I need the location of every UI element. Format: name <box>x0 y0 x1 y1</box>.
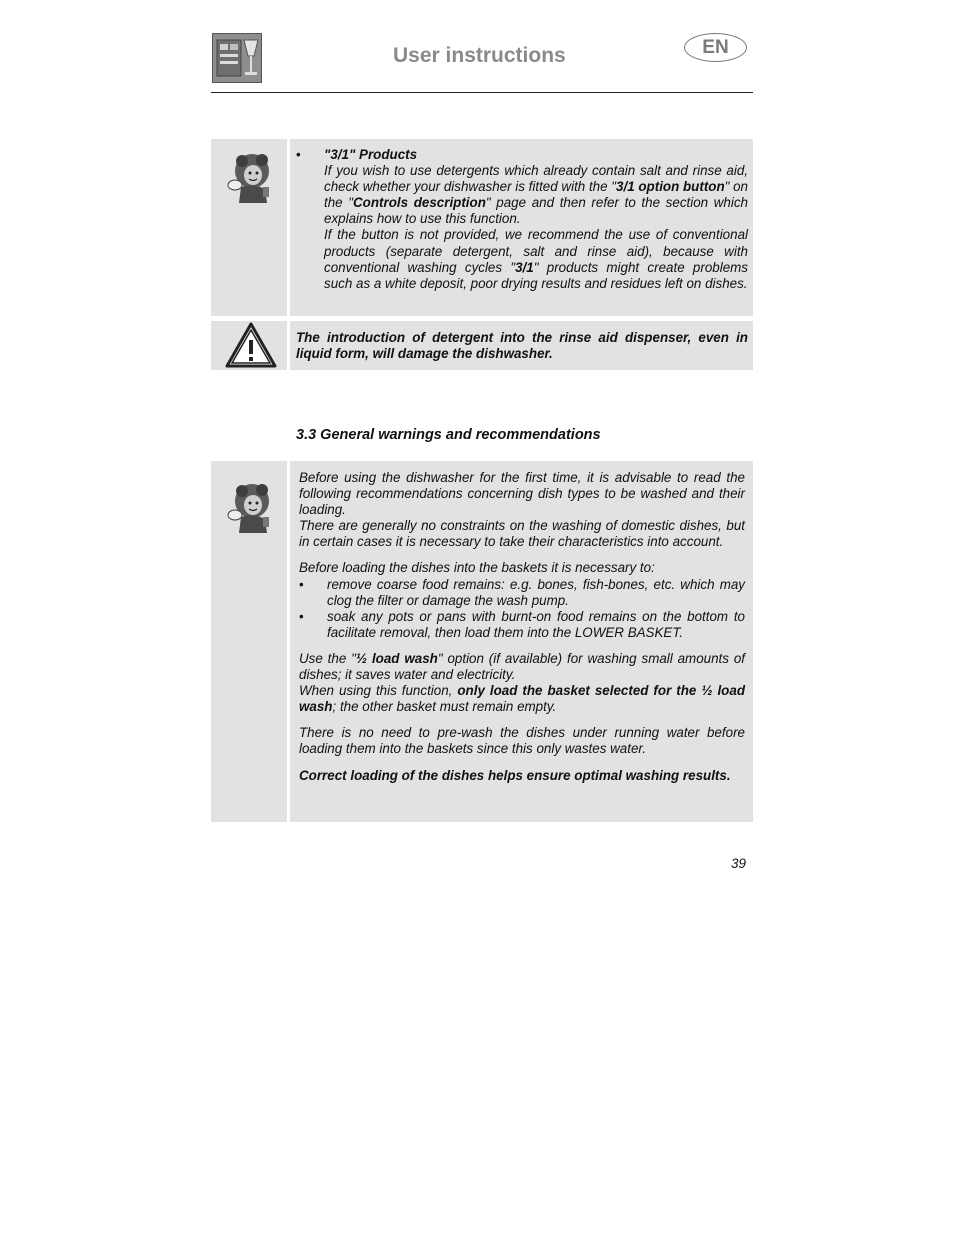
recommendations-icon-cell <box>211 461 287 822</box>
dishwasher-logo-icon <box>212 33 262 83</box>
list-item: • remove coarse food remains: e.g. bones, fish-bones, etc. which may clog the filter or damage the wash pump. <box>299 576 745 608</box>
products-paragraph-1: If you wish to use detergents which already contain salt and rinse aid, check whether your dishwasher is fitted with the "3/1 option button" on the "Controls description" page and then refer to the section which explains how to use this function. <box>324 163 749 227</box>
warning-triangle-icon <box>225 322 277 368</box>
header-divider <box>211 92 753 93</box>
half-load-paragraph: Use the "½ load wash" option (if available) for washing small amounts of dishes; it saves water and electricity. <box>299 650 746 683</box>
half-load-usage-paragraph: When using this function, only load the basket selected for the ½ load wash; the other basket must remain empty. <box>299 683 745 715</box>
cartoon-woman-icon <box>225 149 275 205</box>
bullet-dot: • <box>299 576 304 592</box>
list-item: • soak any pots or pans with burnt-on food remains on the bottom to facilitate removal, then load them into the LOWER BASKET. <box>299 608 745 640</box>
bullet-dot: • <box>296 147 301 162</box>
warning-box <box>211 321 753 370</box>
before-loading-text: Before loading the dishes into the baskets it is necessary to: <box>299 560 655 576</box>
warning-text: The introduction of detergent into the rinse aid dispenser, even in liquid form, will damage the dishwasher. <box>290 321 753 370</box>
products-paragraph-2: If the button is not provided, we recommend the use of conventional products (separate detergent, salt and rinse aid), because with conventional washing cycles "3/1" products might create problems such as a white deposit, poor drying results and residues left on dishes. <box>324 227 748 291</box>
products-bullet-title: "3/1" Products <box>324 147 418 162</box>
page-header-title: User instructions <box>393 44 566 67</box>
correct-loading-paragraph: Correct loading of the dishes helps ensure optimal washing results. <box>299 767 731 783</box>
bullet-dot: • <box>299 608 304 624</box>
cartoon-woman-icon <box>225 479 275 535</box>
recommendations-text <box>290 461 753 822</box>
language-badge: EN <box>684 33 747 62</box>
products-note-text <box>290 139 753 316</box>
products-note-box <box>211 139 753 316</box>
prewash-paragraph: There is no need to pre-wash the dishes under running water before loading them into the baskets since this only wastes water. <box>299 725 745 757</box>
page-number: 39 <box>731 856 746 871</box>
intro-paragraph-2: There are generally no constraints on the washing of domestic dishes, but in certain cases it is necessary to take their characteristics into account. <box>299 518 745 550</box>
recommendations-box <box>211 461 753 822</box>
section-heading: 3.3 General warnings and recommendations <box>296 427 601 443</box>
intro-paragraph-1: Before using the dishwasher for the first time, it is advisable to read the following recommendations concerning dish types to be washed and their loading. <box>299 470 745 518</box>
note-icon-cell <box>211 139 287 316</box>
warning-icon-cell <box>211 321 287 370</box>
